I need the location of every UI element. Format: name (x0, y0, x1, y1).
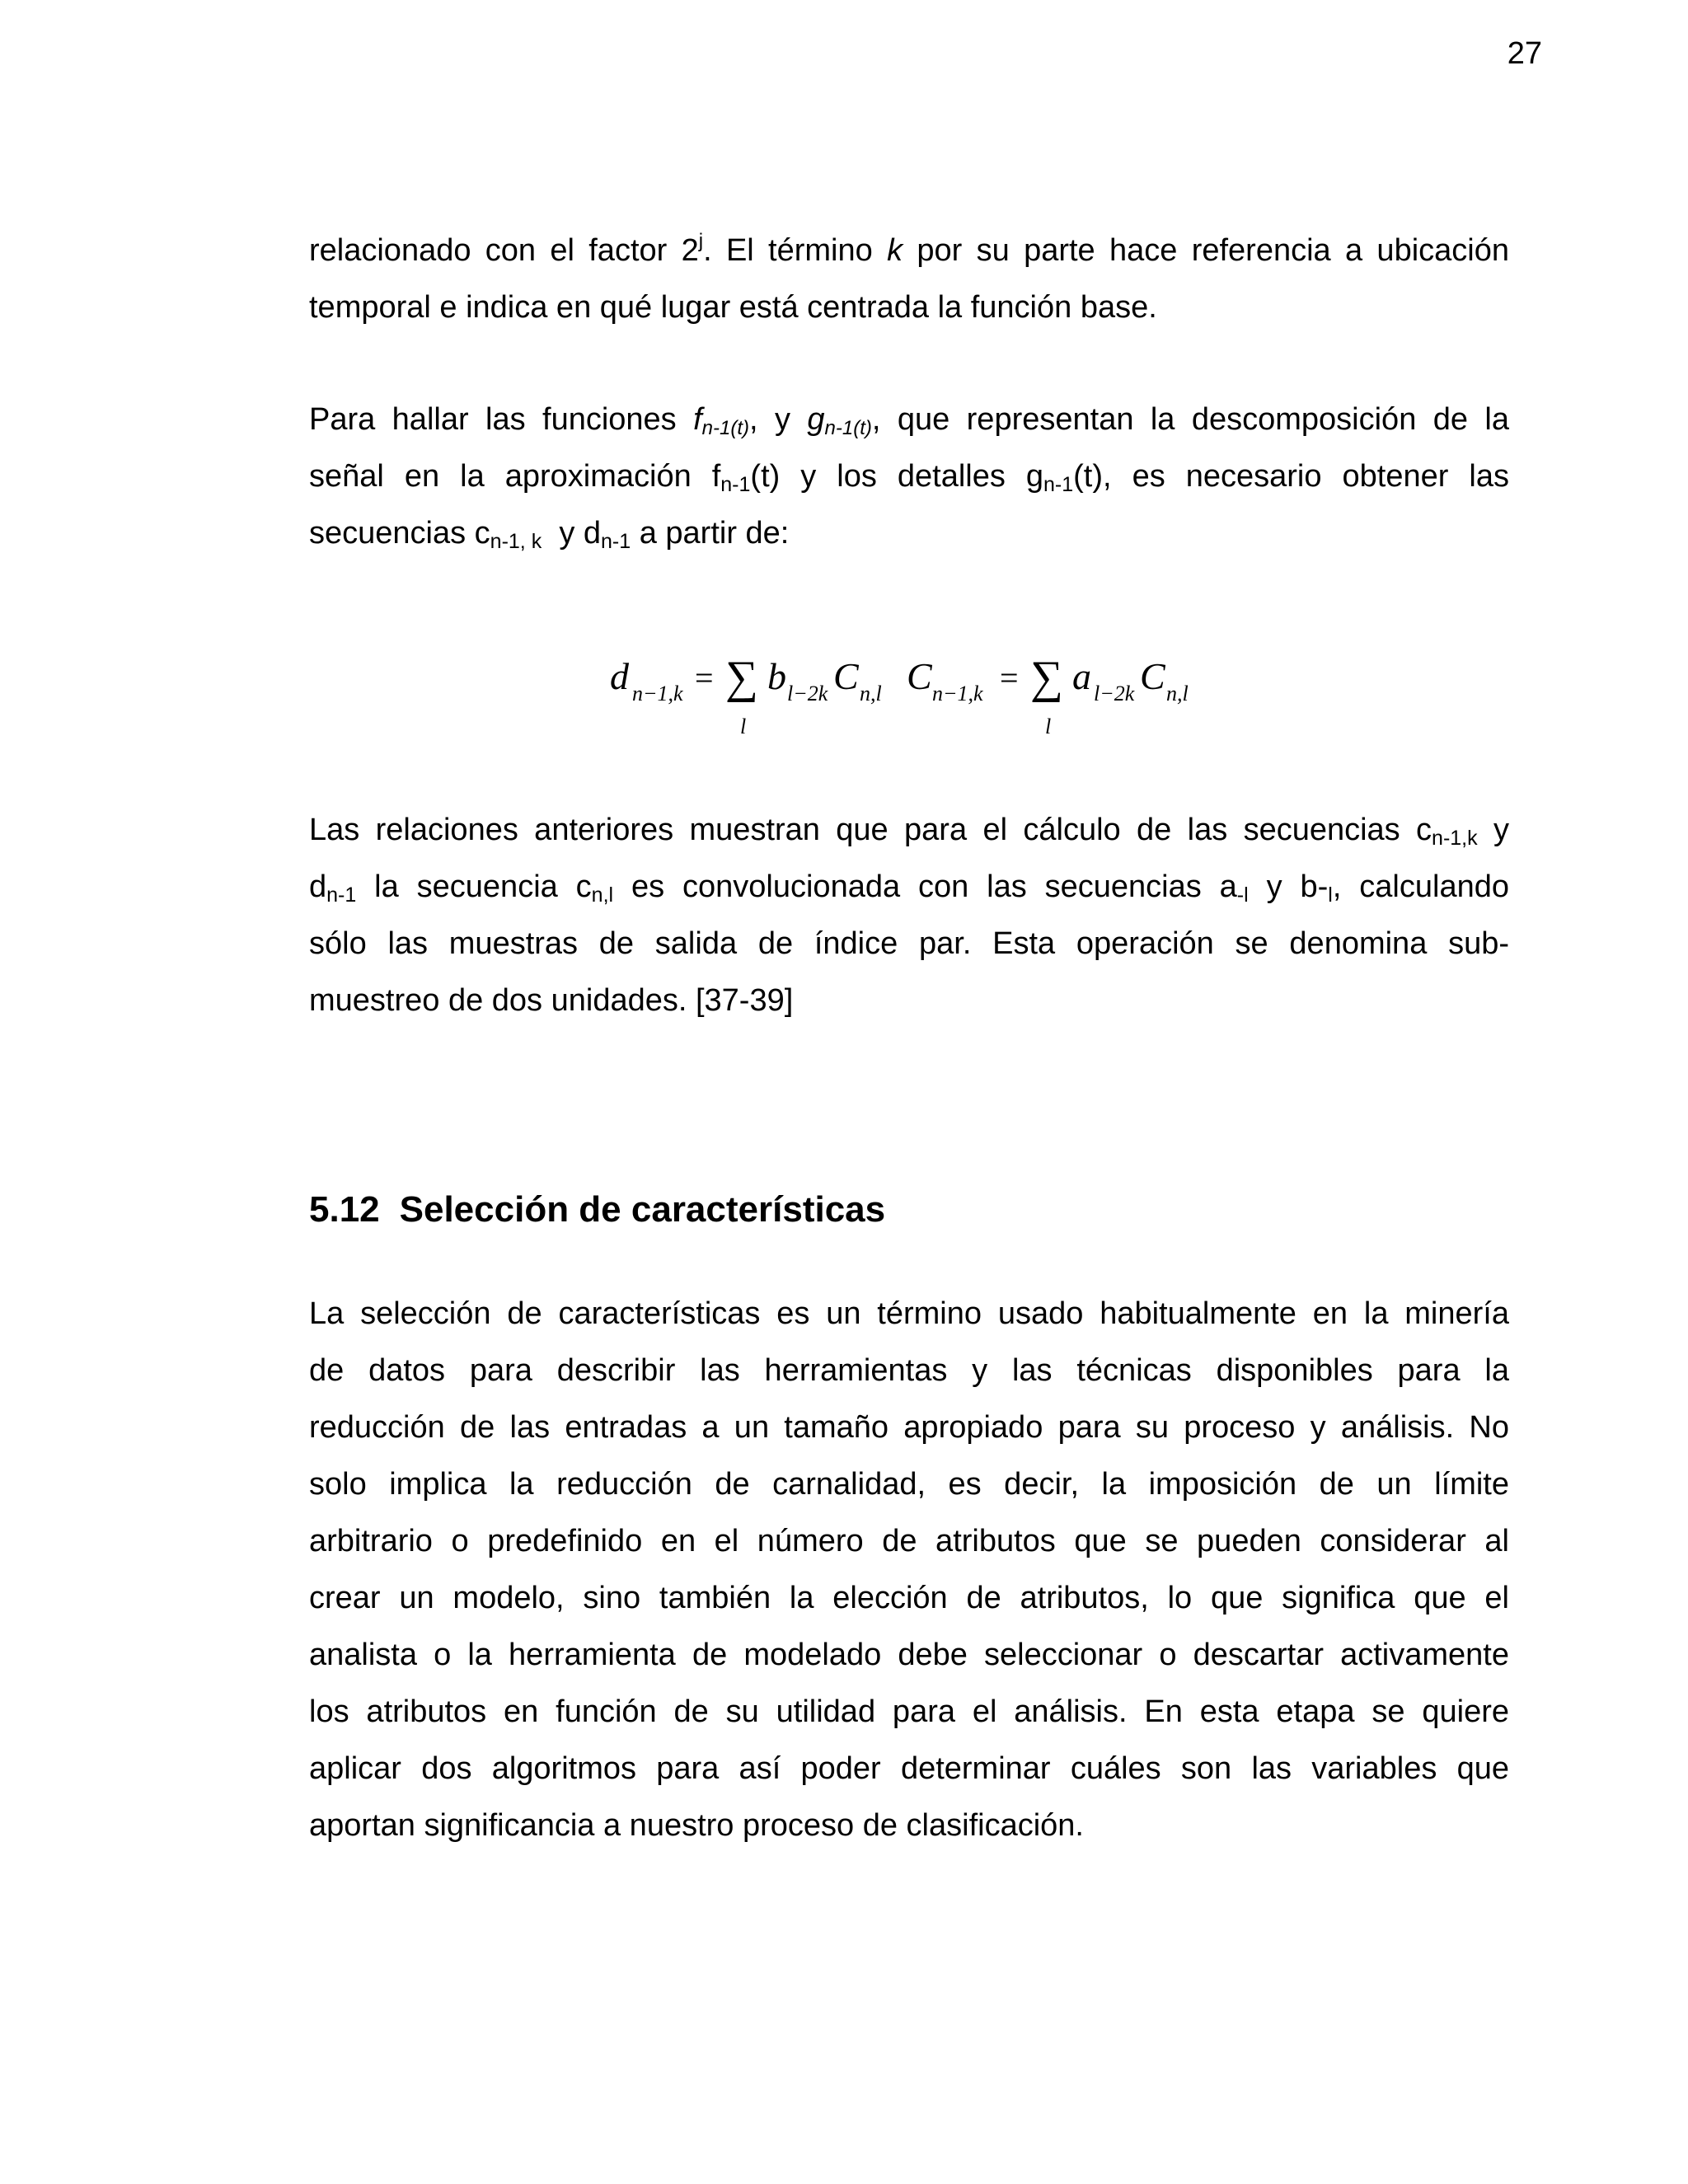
paragraph-feature-selection (309, 1286, 1509, 1854)
paragraph-line: de datos para describir las herramientas y las técnicas disponibles para la (309, 1353, 1509, 1388)
paragraph-intro (309, 223, 1509, 336)
eq-right-equals: = (1000, 659, 1019, 696)
eq-right-lhs-sub: n−1,k (932, 682, 983, 705)
eq-left-term2-sub: n,l (860, 682, 882, 705)
paragraph-line: secuencias $c_{n-1, k}$ y $d_{n-1}$ a partir de: (309, 516, 790, 553)
paragraph-line: solo implica la reducción de carnalidad, es decir, la imposición de un límite (309, 1467, 1509, 1502)
eq-left-sum-index: l (740, 715, 747, 738)
paragraph-line: señal en la aproximación $f_{n-1}(t)$ y los detalles $g_{n-1}(t)$, es necesario obtener las (309, 459, 1509, 496)
equation (606, 641, 1232, 748)
paragraph-line: crear un modelo, sino también la elección de atributos, lo que significa que el (309, 1581, 1509, 1615)
eq-right-term2: C (1140, 655, 1165, 697)
paragraph-line: los atributos en función de su utilidad para el análisis. En esta etapa se quiere (309, 1694, 1509, 1729)
paragraph-line: aportan significancia a nuestro proceso de clasificación. (309, 1808, 1084, 1843)
paragraph-line: arbitrario o predefinido en el número de atributos que se pueden considerar al (309, 1524, 1509, 1558)
paragraph-line: Las relaciones anteriores muestran que para el cálculo de las secuencias $c_{n-1,k}$ y (309, 813, 1509, 850)
section-heading (309, 1189, 886, 1230)
eq-left-equals: = (695, 659, 714, 696)
eq-right-term1-sub: l−2k (1094, 682, 1135, 705)
paragraph-line: sólo las muestras de salida de índice par. Esta operación se denomina sub- (309, 926, 1509, 961)
paragraph-line: aplicar dos algoritmos para así poder determinar cuáles son las variables que (309, 1751, 1509, 1786)
paragraph-relations (309, 802, 1509, 1029)
eq-left-lhs: d (610, 655, 629, 697)
paragraph-functions (309, 391, 1509, 562)
paragraph-line: $d_{n-1}$ la secuencia $c_{n,l}$ es convolucionada con las secuencias $a_{-l}$ y $b-_l$, calculando (309, 869, 1509, 907)
paragraph-line: temporal e indica en qué lugar está centrada la función base. (309, 290, 1157, 325)
equation-svg (606, 641, 1232, 748)
eq-right-lhs: C (907, 655, 932, 697)
eq-left-term1: b (767, 655, 786, 697)
eq-left-lhs-sub: n−1,k (632, 682, 683, 705)
eq-left-term1-sub: l−2k (787, 682, 828, 705)
eq-right-term2-sub: n,l (1166, 682, 1189, 705)
section-number: 5.12 (309, 1189, 380, 1230)
paragraph-line: reducción de las entradas a un tamaño apropiado para su proceso y análisis. No (309, 1410, 1509, 1445)
paragraph-line: La selección de características es un término usado habitualmente en la minería (309, 1296, 1509, 1331)
eq-right-sum-index: l (1045, 715, 1052, 738)
paragraph-line: Para hallar las funciones $f_{n-1(t)}$, y $g_{n-1(t)}$, que representan la descomposición de la (309, 402, 1509, 439)
paragraph-line: muestreo de dos unidades. [37-39] (309, 983, 794, 1018)
paragraph-line: relacionado con el factor 2$^j$. El término k por su parte hace referencia a ubicación (309, 230, 1509, 268)
eq-left-term2: C (833, 655, 859, 697)
paragraph-line: analista o la herramienta de modelado debe seleccionar o descartar activamente (309, 1638, 1509, 1672)
eq-left-sum: ∑ (725, 652, 758, 703)
page-number: 27 (1507, 36, 1542, 71)
eq-right-sum: ∑ (1030, 652, 1063, 703)
section-title: Selección de características (399, 1189, 886, 1230)
eq-right-term1: a (1072, 655, 1091, 697)
